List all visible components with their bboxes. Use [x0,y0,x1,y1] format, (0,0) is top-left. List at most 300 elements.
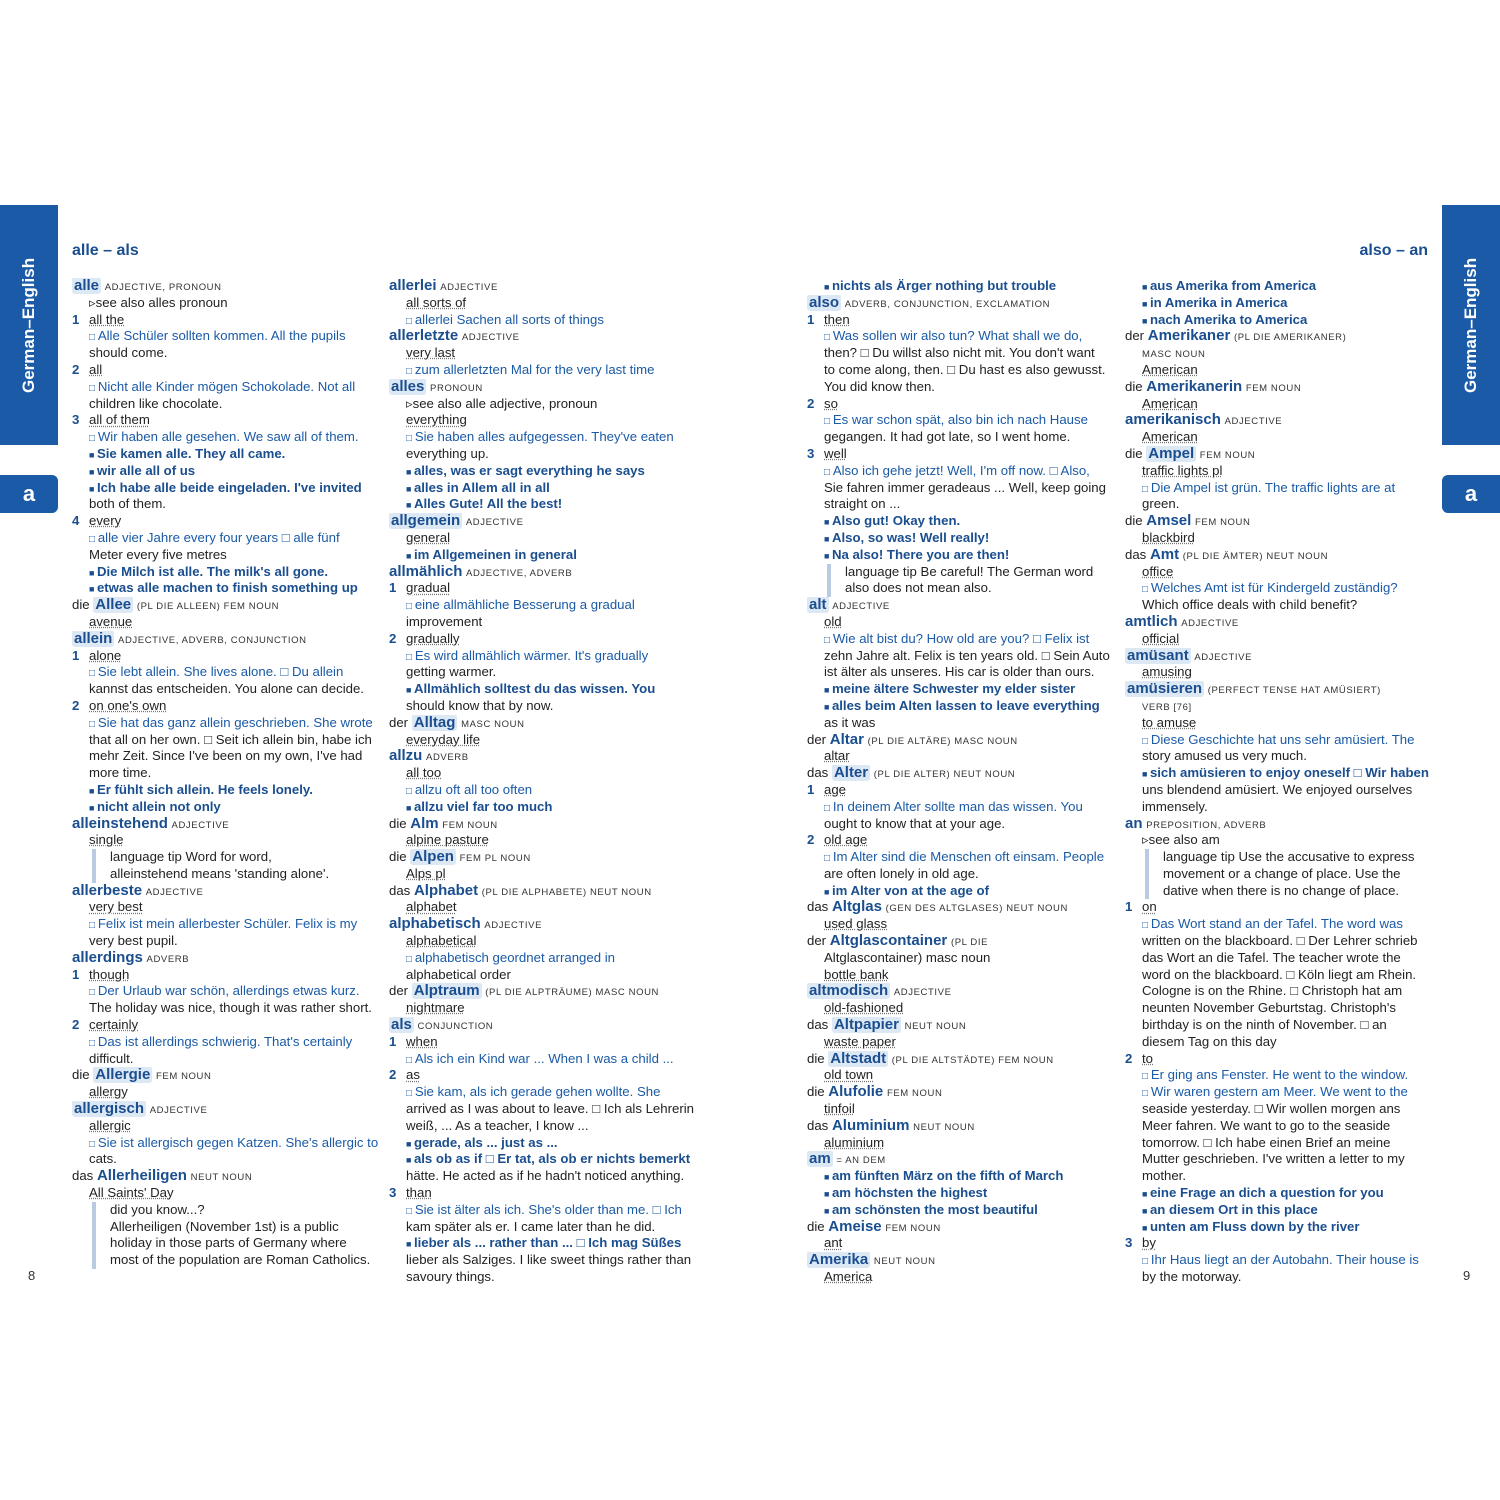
continuation-text: straight on ... [824,496,901,512]
example-line [1125,580,1431,597]
entry-headword-line [807,1219,1113,1236]
entry-grammar: (GEN DES ALTGLASES) NEUT NOUN [885,903,1068,915]
entry-headword: Aluminium [831,1117,910,1134]
entry-headword: allmählich [389,563,463,580]
example: □ Diese Geschichte hat uns sehr amüsiert. The [1142,732,1414,747]
translation-line [389,899,695,916]
continuation-line [72,547,378,564]
continuation-line [807,950,1113,967]
entry-headword-line [807,1017,1113,1034]
entry-headword: Alpen [412,849,454,866]
example: □ Wir haben alle gesehen. We saw all of them. [89,429,359,444]
sense-number: 4 [72,513,80,529]
continuation-text: difficult. [89,1050,134,1066]
entry-grammar: (PL DIE ALTER) NEUT NOUN [873,769,1016,781]
phrase: ■ Ich habe alle beide eingeladen. I've invited [89,480,362,495]
entry-grammar: ADJECTIVE, ADVERB [466,567,573,579]
sense-number: 3 [389,1185,397,1201]
continuation-line [389,446,695,463]
phrase-line [1125,1185,1431,1202]
continuation-line [1125,496,1431,513]
example-line [389,362,695,379]
example: □ allzu oft all too often [406,782,532,797]
entry-article: das [1125,546,1147,562]
continuation-text: ought to know that at your age. [824,815,1006,831]
phrase-line [72,463,378,480]
sense-line [72,312,378,329]
sense-translation: gradual [406,580,450,596]
entry-grammar: NEUT NOUN [190,1172,253,1184]
entry-article: der [1125,328,1145,344]
entry-grammar: NEUT NOUN [873,1256,936,1268]
example: □ alphabetisch geordnet arranged in [406,950,615,965]
phrase: ■ allzu viel far too much [406,799,552,814]
example-line [72,983,378,1000]
entry-headword: allerletzte [389,328,459,345]
dictionary-column-1 [72,278,378,1293]
example-line [72,1135,378,1152]
entry-article: das [807,1117,829,1133]
continuation-line [1125,1034,1431,1051]
note-line [827,580,1113,597]
continuation-line [1125,967,1431,984]
translation-line [807,1269,1113,1286]
continuation-text: children like chocolate. [89,395,223,411]
entry-article: die [389,815,407,831]
entry-grammar: ADJECTIVE, PRONOUN [104,282,222,293]
continuation-line [807,379,1113,396]
entry-headword: amüsant [1127,647,1189,664]
example-line [1125,1252,1431,1269]
translation-line [1125,463,1431,480]
example-line [72,429,378,446]
example-line [807,799,1113,816]
translation-line [389,765,695,782]
translation: everything [406,412,467,428]
phrase: ■ etwas alle machen to finish something up [89,580,358,595]
example: □ Er ging ans Fenster. He went to the window. [1142,1067,1408,1082]
entry-headword: allergisch [74,1101,145,1118]
example-line [389,648,695,665]
entry-headword-line [389,278,695,295]
phrase-line [807,1202,1113,1219]
entry-headword: Altglas [831,899,882,916]
entry-headword-line [807,1252,1113,1269]
entry-headword: alphabetisch [389,916,481,933]
sense-translation: on [1142,899,1157,915]
entry-headword-line [807,1084,1113,1101]
sense-number: 1 [807,781,815,797]
continuation-text: everything up. [406,445,489,461]
example-line [389,950,695,967]
translation-line [807,967,1113,984]
entry-headword-line [72,597,378,614]
example: □ Sie lebt allein. She lives alone. □ Du allein [89,664,343,679]
entry-headword-line [807,295,1113,312]
entry-headword: Allerheiligen [96,1168,187,1185]
translation: American [1142,429,1198,445]
continuation-text: zehn Jahre alt. Felix is ten years old. □ Sein Auto [824,647,1110,663]
translation: used glass [824,916,888,932]
continuation-text: diesem Tag on this day [1142,1033,1277,1049]
phrase-line [389,496,695,513]
continuation-line [72,681,378,698]
sense-line [389,1185,695,1202]
entry-article: die [807,1218,825,1234]
example: □ Wir waren gestern am Meer. We went to the [1142,1084,1408,1099]
cross-reference-line [1125,832,1431,849]
continuation-line [807,345,1113,362]
example: □ Alle Schüler sollten kommen. All the pupils [89,328,346,343]
entry-headword: Altglascontainer [829,933,948,950]
translation: amusing [1142,664,1192,680]
phrase-line [72,782,378,799]
entry-headword-line [389,816,695,833]
example-line [1125,1067,1431,1084]
continuation-text: Which office deals with child benefit? [1142,597,1358,613]
section-tab-left-label: German–English [19,257,38,393]
entry-grammar: ADVERB [146,953,190,965]
translation: tinfoil [824,1101,855,1117]
entry-headword: allerdings [72,949,143,966]
phrase: ■ lieber als ... rather than ... □ Ich mag Süßes [406,1235,681,1250]
entry-article: die [807,1084,825,1100]
translation: everyday life [406,731,481,747]
entry-article: das [807,899,829,915]
example-line [72,379,378,396]
entry-grammar: PRONOUN [430,382,483,394]
example-line [389,312,695,329]
entry-grammar: ADJECTIVE, ADVERB, CONJUNCTION [118,634,307,646]
sense-line [389,1034,695,1051]
example: □ Die Ampel ist grün. The traffic lights are at [1142,480,1395,495]
continuation-text: uns blendend amüsiert. We enjoyed ourselves [1142,781,1413,797]
translation-line [389,412,695,429]
entry-headword: am [809,1151,831,1168]
translation-line [389,732,695,749]
continuation-text: seaside yesterday. □ Wir wollen morgen ans [1142,1101,1401,1117]
entry-grammar: FEM NOUN [885,1222,941,1234]
phrase-line [807,698,1113,715]
translation-line [389,1000,695,1017]
sense-translation: than [406,1185,432,1201]
example: □ Das ist allerdings schwierig. That's certainly [89,1034,352,1049]
sense-translation: every [89,513,122,529]
continuation-line [72,748,378,765]
continuation-text: more time. [89,765,152,781]
sense-number: 1 [807,311,815,327]
sense-line [1125,899,1431,916]
sense-translation: all of them [89,412,150,428]
entry-headword-line [807,732,1113,749]
entry-headword-line [389,916,695,933]
phrase-line [807,883,1113,900]
phrase-line [389,799,695,816]
entry-headword: Altar [829,731,864,748]
entry-headword-line [1125,816,1431,833]
note-line [92,866,378,883]
sense-translation: gradually [406,630,460,646]
entry-grammar: ADJECTIVE [149,1105,208,1117]
continuation-line [1125,950,1431,967]
sense-number: 2 [72,361,80,377]
entry-headword-line [389,513,695,530]
phrase-line [1125,1219,1431,1236]
continuation-text: kannst das entscheiden. You alone can decide. [89,681,364,697]
entry-headword: Alm [410,815,439,832]
entry-article: der [389,983,409,999]
phrase-line [807,681,1113,698]
note-text: did you know...? [110,1201,205,1217]
sense-translation: age [824,781,847,797]
continuation-text: to come along, then. □ Du hast es also gewusst. [824,361,1106,377]
translation: all too [406,765,442,781]
phrase: ■ im Allgemeinen in general [406,547,577,562]
continuation-text: cats. [89,1151,117,1167]
continuation-text: written on the blackboard. □ Der Lehrer schrieb [1142,933,1418,949]
translation: official [1142,630,1180,646]
translation-line [72,899,378,916]
example: □ Der Urlaub war schön, allerdings etwas kurz. [89,983,360,998]
continuation-text: very best pupil. [89,933,178,949]
continuation-text: should come. [89,345,168,361]
continuation-line [1125,1017,1431,1034]
sense-translation: by [1142,1235,1156,1251]
entry-grammar: (PL DIE ALPHABETE) NEUT NOUN [481,886,652,898]
entry-headword: amtlich [1125,613,1178,630]
translation-line [1125,715,1431,732]
entry-headword: alles [391,378,425,395]
entry-grammar: ADJECTIVE [461,332,520,344]
example: □ Als ich ein Kind war ... When I was a child ... [406,1051,674,1066]
translation-line [807,1101,1113,1118]
entry-headword: Amerika [809,1252,869,1269]
entry-grammar: FEM NOUN [1245,382,1302,394]
continuation-text: should know that by now. [406,697,554,713]
continuation-line [1125,1118,1431,1135]
translation: Alps pl [406,865,446,881]
entry-headword-line [389,715,695,732]
entry-headword-line [389,849,695,866]
example-line [807,463,1113,480]
example-line [389,1084,695,1101]
page-number-left: 8 [28,1268,36,1283]
continuation-text: tomorrow. □ Ich habe einen Brief an meine [1142,1134,1391,1150]
entry-headword-line [807,933,1113,950]
entry-grammar: NEUT NOUN [913,1121,975,1133]
note-text: Allerheiligen (November 1st) is a public [110,1218,339,1234]
example: □ alle vier Jahre every four years □ alle fünf [89,530,340,545]
cross-reference-line [389,396,695,413]
entry-headword-line [389,328,695,345]
example: □ Sie haben alles aufgegessen. They've eaten [406,429,674,444]
sense-number: 2 [1125,1050,1133,1066]
note-line [92,1219,378,1236]
entry-grammar: FEM NOUN [442,819,498,831]
entry-grammar: = AN DEM [836,1155,886,1167]
example: □ Felix ist mein allerbester Schüler. Felix is my [89,916,357,931]
sense-line [389,631,695,648]
note-line [92,1252,378,1269]
entry-article: der [389,714,409,730]
translation-line [72,614,378,631]
continuation-text: birthday is on the ninth of November. □ an [1142,1017,1387,1033]
entry-headword: Altstadt [830,1050,887,1067]
entry-grammar: FEM NOUN [886,1088,943,1100]
entry-headword-line [807,1051,1113,1068]
continuation-line [72,933,378,950]
entry-grammar: PREPOSITION, ADVERB [1146,819,1267,831]
phrase: ■ gerade, als ... just as ... [406,1135,558,1150]
translation: ant [824,1235,843,1251]
grammar-line [1125,698,1431,715]
entry-headword: an [1125,815,1143,832]
phrase-line [389,1135,695,1152]
phrase-line [807,530,1113,547]
example-line [1125,916,1431,933]
entry-headword-line [1125,547,1431,564]
sense-line [72,362,378,379]
phrase: ■ unten am Fluss down by the river [1142,1219,1360,1234]
entry-grammar: (PL DIE ALPTRÄUME) MASC NOUN [485,987,659,999]
example-line [72,328,378,345]
entry-grammar: (PL DIE [950,937,989,949]
entry-headword: Amerikanerin [1146,378,1243,395]
continuation-text: then? □ Du willst also nicht mit. You don't want [824,345,1095,361]
phrase: ■ als ob as if □ Er tat, als ob er nichts bemerkt [406,1151,690,1166]
translation-line [1125,664,1431,681]
note-text: movement or a change of place. Use the [1163,865,1401,881]
sense-line [807,832,1113,849]
entry-headword-line [1125,648,1431,665]
phrase-line [389,547,695,564]
note-text: language tip Use the accusative to express [1163,849,1415,865]
entry-headword: Alltag [413,714,456,731]
cross-reference: ▹see also am [1142,832,1220,848]
translation: nightmare [406,1000,465,1016]
entry-headword-line [72,631,378,648]
entry-headword: Amt [1149,546,1180,563]
continuation-line [389,1168,695,1185]
sense-translation: alone [89,647,122,663]
example-line [389,597,695,614]
continuation-text: mehr Zeit. Since I've been on my own, I've had [89,748,363,764]
continuation-line [807,480,1113,497]
continuation-text: getting warmer. [406,664,497,680]
entry-headword: Ampel [1148,445,1195,462]
page-number-right: 9 [1463,1268,1471,1283]
translation: old town [824,1067,874,1083]
continuation-text: das Wort an die Tafel. The teacher wrote the [1142,949,1401,965]
entry-grammar: NEUT NOUN [904,1021,967,1033]
phrase: ■ in Amerika in America [1142,295,1288,310]
letter-tab-left [0,475,58,513]
entry-article: das [389,882,411,898]
sense-line [72,513,378,530]
entry-grammar: (PL DIE ÄMTER) NEUT NOUN [1182,550,1329,562]
continuation-text: Altglascontainer) masc noun [824,949,991,965]
continuation-text: Sie fahren immer geradeaus ... Well, keep going [824,479,1106,495]
note-text: also does not mean also. [845,580,992,596]
entry-grammar: ADJECTIVE [1194,651,1253,663]
translation: avenue [89,613,133,629]
sense-number: 2 [807,832,815,848]
translation-line [72,1118,378,1135]
example: □ Nicht alle Kinder mögen Schokolade. Not all [89,379,355,394]
entry-headword: alt [809,597,827,614]
translation-line [807,1034,1113,1051]
continuation-line [807,362,1113,379]
sense-translation: all [89,361,103,377]
continuation-text: are often lonely in old age. [824,865,979,881]
continuation-text: both of them. [89,496,166,512]
translation: general [406,529,450,545]
entry-headword: Alptraum [413,983,480,1000]
entry-article: die [807,1050,825,1066]
entry-headword: Ameise [828,1218,882,1235]
continuation-line [1125,1168,1431,1185]
example-line [807,328,1113,345]
phrase: ■ alles, was er sagt everything he says [406,463,645,478]
entry-headword-line [389,1017,695,1034]
note-text: holiday in those parts of Germany where [110,1235,347,1251]
phrase-line [72,446,378,463]
sense-translation: then [824,311,850,327]
example: □ Sie kam, als ich gerade gehen wollte. She [406,1084,660,1099]
example: □ Welches Amt ist für Kindergeld zuständig? [1142,580,1398,595]
continuation-text: gegangen. It had got late, so I went home. [824,429,1071,445]
translation-line [807,1067,1113,1084]
example-line [72,664,378,681]
entry-headword-line [72,278,378,295]
entry-article: die [389,849,407,865]
note-line [92,849,378,866]
example: □ Also ich gehe jetzt! Well, I'm off now. □ Also, [824,463,1090,478]
sense-line [1125,1051,1431,1068]
note-text: most of the population are Roman Catholics. [110,1252,371,1268]
phrase-line [389,463,695,480]
running-head-left: alle – als [72,242,139,259]
sense-line [1125,1235,1431,1252]
entry-article: das [807,1017,829,1033]
sense-translation: all the [89,311,125,327]
continuation-line [72,345,378,362]
example-line [72,715,378,732]
phrase: ■ nichts als Ärger nothing but trouble [824,278,1056,293]
phrase: ■ Alles Gute! All the best! [406,496,562,511]
example-line [1125,480,1431,497]
example: □ Das Wort stand an der Tafel. The word was [1142,916,1403,931]
continuation-text: hätte. He acted as if he hadn't noticed anything. [406,1168,685,1184]
translation: allergy [89,1084,128,1100]
entry-headword-line [807,1151,1113,1168]
sense-number: 3 [807,445,815,461]
entry-headword-line [72,883,378,900]
sense-number: 2 [389,630,397,646]
note-line [827,564,1113,581]
continuation-line [389,967,695,984]
entry-headword-line [1125,328,1431,345]
continuation-line [1125,983,1431,1000]
continuation-text: mother. [1142,1168,1186,1184]
entry-headword: also [809,294,840,311]
continuation-text: improvement [406,613,483,629]
entry-headword-line [389,564,695,581]
sense-translation: though [89,966,130,982]
entry-article: der [807,731,827,747]
sense-line [72,1017,378,1034]
phrase: ■ eine Frage an dich a question for you [1142,1185,1384,1200]
